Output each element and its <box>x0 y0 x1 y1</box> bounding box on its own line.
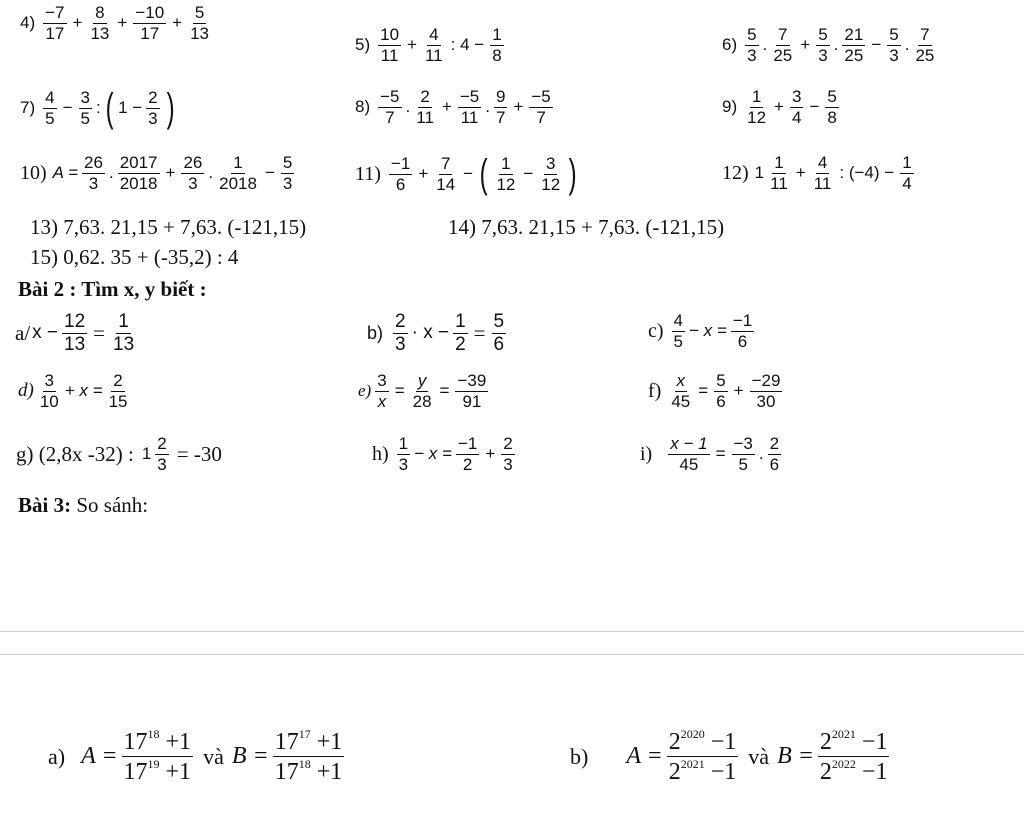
problem-13: 13) 7,63. 21,15 + 7,63. (-121,15) <box>30 215 307 239</box>
question-b: b) $\frac{2}{3}$ · x − $\frac{1}{2}$ = $\frac{5}{6}$ <box>367 311 505 355</box>
question-d: d) $\frac{3}{10}$ + x = $\frac{2}{15}$ <box>18 371 128 411</box>
fraction: $\frac{4}{11}$ <box>424 25 443 65</box>
question-f: f) $\frac{x}{45}$ = $\frac{5}{6}$ + $\frac{-29}{30}$ <box>648 371 781 411</box>
question-h: h) $\frac{1}{3}$ − x = $\frac{-1}{2}$ + $\frac{2}{3}$ <box>372 434 513 474</box>
problem-14: 14) 7,63. 21,15 + 7,63. (-121,15) <box>448 215 725 239</box>
section-heading-bai-3: Bài 3: So sánh: <box>18 493 149 517</box>
fraction: $\frac{8}{13}$ <box>90 3 110 43</box>
question-a: a/ x − $\frac{12}{13}$ = $\frac{1}{13}$ <box>15 311 135 355</box>
problem-5: 5) $\frac{10}{11}$ + $\frac{4}{11}$ : 4 − $\frac{1}{8}$ <box>355 25 502 65</box>
problem-9: 9) $\frac{1}{12}$ + $\frac{3}{4}$ − $\frac{5}{8}$ <box>722 87 837 127</box>
fraction: $\frac{5}{13}$ <box>190 3 210 43</box>
problem-10: 10) A = $\frac{26}{3}$ . $\frac{2017}{2018}$ + $\frac{26}{3}$ . $\frac{1}{2018}$ − $\frac{5}{3}$ <box>20 153 293 193</box>
problem-7: 7) $\frac{4}{5}$ − $\frac{3}{5}$ : ( 1 − $\frac{2}{3}$ ) <box>20 86 175 130</box>
divider <box>0 631 1024 632</box>
fraction: $\frac{-7}{17}$ <box>45 3 65 43</box>
fraction: $\frac{1}{8}$ <box>492 25 502 65</box>
problem-6: 6) $\frac{5}{3}$ . $\frac{7}{25}$ + $\frac{5}{3}$ . $\frac{21}{25}$ − $\frac{5}{3}$ . $\frac{7}{25}$ <box>722 25 935 65</box>
problem-11: 11) $\frac{-1}{6}$ + $\frac{7}{14}$ − ( $\frac{1}{12}$ − $\frac{3}{12}$ ) <box>355 152 577 196</box>
divider <box>0 654 1024 655</box>
problem-8: 8) $\frac{-5}{7}$ . $\frac{2}{11}$ + $\frac{-5}{11}$ . $\frac{9}{7}$ + $\frac{-5}{7}$ <box>355 87 551 127</box>
problem-4: 4) $\frac{-7}{17}$ + $\frac{8}{13}$ + $\frac{-10}{17}$ + $\frac{5}{13}$ <box>20 3 210 43</box>
problem-15: 15) 0,62. 35 + (-35,2) : 4 <box>30 245 239 269</box>
section-heading-bai-2: Bài 2 : Tìm x, y biết : <box>18 277 207 301</box>
fraction: $\frac{-10}{17}$ <box>135 3 165 43</box>
question-c: c) $\frac{4}{5}$ − x = $\frac{-1}{6}$ <box>648 311 753 351</box>
compare-b: b) A = $\frac{2^{2020} -1}{2^{2021} -1}$ và B = $\frac{2^{2021} -1}{2^{2022} -1}$ <box>570 727 888 786</box>
compare-a: a) A = $\frac{17^{18} +1}{17^{19} +1}$ và B = $\frac{17^{17} +1}{17^{18} +1}$ <box>48 727 343 786</box>
question-g: g) (2,8x -32) : 1 $\frac{2}{3}$ = -30 <box>16 434 222 474</box>
question-e: e) $\frac{3}{x}$ = $\frac{y}{28}$ = $\frac{-39}{91}$ <box>358 371 487 411</box>
question-i: i) $\frac{x - 1}{45}$ = $\frac{-3}{5}$ . $\frac{2}{6}$ <box>640 434 780 474</box>
problem-12: 12) 1 $\frac{1}{11}$ + $\frac{4}{11}$ : (−4) − $\frac{1}{4}$ <box>722 153 912 193</box>
fraction: $\frac{10}{11}$ <box>380 25 400 65</box>
